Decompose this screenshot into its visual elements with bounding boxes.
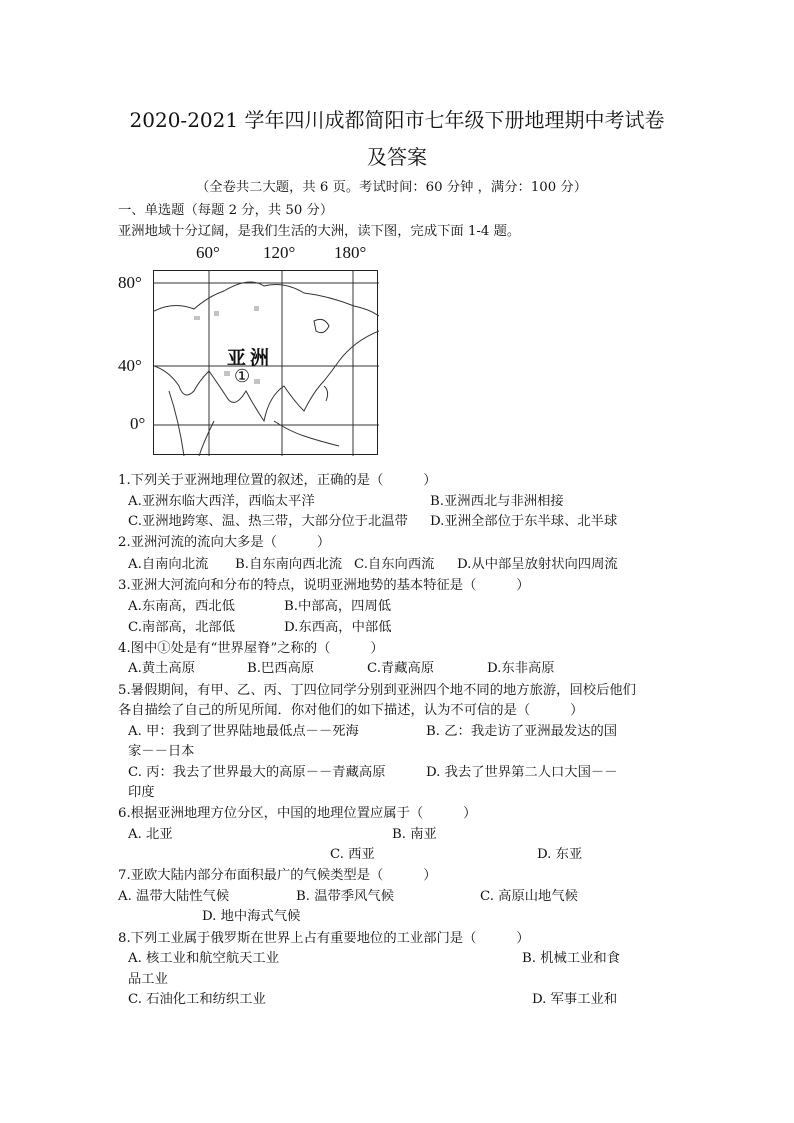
option: D.东西高，中部低 [284,620,392,635]
option: D.东非高原 [487,661,555,676]
lon-label: 180° [334,243,367,262]
lon-label: 60° [196,243,220,262]
option: B.中部高，四周低 [284,599,392,614]
option: C.自东向西流 [354,557,435,572]
option: B.亚洲西北与非洲相接 [430,494,564,509]
option: A.黄土高原 [128,661,196,676]
option: A. 核工业和航空航天工业 [128,951,280,966]
section-heading: 一、单选题（每题 2 分，共 50 分） [118,203,334,218]
asia-label: 亚洲 [227,347,274,369]
page-title: 2020-2021 学年四川成都简阳市七年级下册地理期中考试卷 [129,108,665,132]
exam-info: （全卷共二大题，共 6 页。考试时间：60 分钟 ，满分：100 分） [196,180,588,195]
option: B.自东南向西北流 [235,557,343,572]
option: A. 北亚 [128,827,173,842]
option: A.亚洲东临大西洋，西临太平洋 [128,494,315,509]
option: D.从中部呈放射状向四周流 [457,557,618,572]
option: A. 甲：我到了世界陆地最低点－－死海 [128,724,359,739]
map-frame [153,270,378,455]
option: D.亚洲全部位于东半球、北半球 [430,514,618,529]
question-4: 4.图中①处是有“世界屋脊”之称的（ ） [118,641,384,656]
option: C. 高原山地气候 [480,889,578,904]
intro-text: 亚洲地域十分辽阔，是我们生活的大洲，读下图，完成下面 1-4 题。 [118,224,521,239]
option: B. 南亚 [392,827,437,842]
lat-label: 0° [130,414,146,433]
option: A.自南向北流 [128,557,209,572]
option: A.东南高，西北低 [128,599,235,614]
option: C.青藏高原 [367,661,435,676]
option: B. 温带季风气候 [296,889,395,904]
lat-label: 40° [118,356,142,375]
option: A. 温带大陆性气候 [118,889,230,904]
option: D. 东亚 [537,847,583,862]
question-3: 3.亚洲大河流向和分布的特点，说明亚洲地势的基本特征是（ ） [118,578,530,593]
option: D. 地中海式气候 [202,909,301,924]
option: B. 机械工业和食 [522,951,621,966]
question-5: 5.暑假期间，有甲、乙、丙、丁四位同学分别到亚洲四个地不同的地方旅游，回校后他们 [118,683,636,698]
lat-label: 80° [118,273,142,292]
question-6: 6.根据亚洲地理方位分区，中国的地理位置应属于（ ） [118,806,477,821]
option: C. 丙：我去了世界最大的高原－－青藏高原 [128,765,386,780]
option-cont: 品工业 [128,972,168,987]
question-2: 2.亚洲河流的流向大多是（ ） [118,535,331,550]
option: C.亚洲地跨寒、温、热三带，大部分位于北温带 [128,514,408,529]
option: D. 我去了世界第二人口大国－－ [426,765,618,780]
question-8: 8.下列工业属于俄罗斯在世界上占有重要地位的工业部门是（ ） [118,931,530,946]
question-1: 1.下列关于亚洲地理位置的叙述，正确的是（ ） [118,473,437,488]
marker-1: ① [234,366,251,387]
option: B. 乙：我走访了亚洲最发达的国 [426,724,618,739]
question-7: 7.亚欧大陆内部分布面积最广的气候类型是（ ） [118,868,437,883]
option: D. 军事工业和 [532,992,618,1007]
question-5-cont: 各自描绘了自己的所见所闻．你对他们的如下描述，认为不可信的是（ ） [118,703,584,718]
option: C. 西亚 [330,847,375,862]
option: C. 石油化工和纺织工业 [128,992,266,1007]
option-cont: 家－－日本 [128,744,195,759]
option-cont: 印度 [128,785,155,800]
page-title-cont: 及答案 [367,145,427,169]
option: C.南部高，北部低 [128,620,236,635]
option: B.巴西高原 [247,661,315,676]
lon-label: 120° [263,243,296,262]
